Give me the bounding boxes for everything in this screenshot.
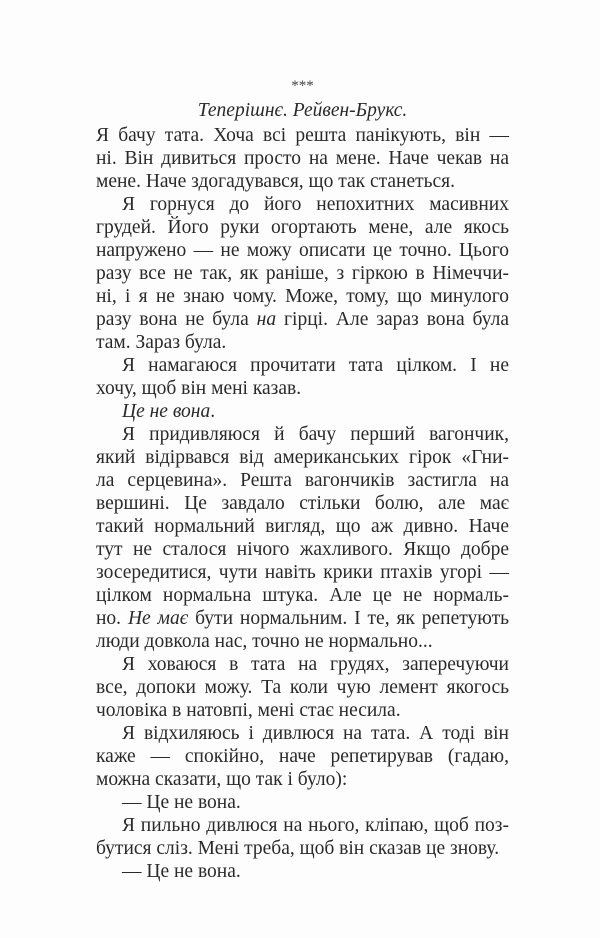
text-line bbox=[96, 446, 509, 469]
text-line bbox=[96, 331, 509, 354]
text-line bbox=[96, 722, 509, 745]
text-segment: ні. Він дивиться просто на мене. Наче чекав на bbox=[96, 148, 509, 169]
text-line bbox=[96, 308, 509, 331]
body-text bbox=[96, 124, 509, 883]
text-line bbox=[96, 676, 509, 699]
text-line bbox=[96, 515, 509, 538]
text-line bbox=[96, 216, 509, 239]
text-segment: Я ховаюся в тата на грудях, заперечуючи bbox=[122, 654, 509, 675]
text-line bbox=[96, 607, 509, 630]
text-line bbox=[96, 147, 509, 170]
text-segment: такий нормальний вигляд, що аж дивно. Наче bbox=[96, 516, 509, 537]
text-line bbox=[96, 170, 509, 193]
text-segment: — Це не вона. bbox=[122, 792, 241, 813]
section-title: Теперішнє. Рейвен-Брукс. bbox=[197, 100, 408, 121]
text-line bbox=[96, 653, 509, 676]
text-line bbox=[96, 262, 509, 285]
text-line bbox=[96, 791, 509, 814]
text-segment: Я горнуся до його непохитних масивних bbox=[122, 194, 509, 215]
book-page bbox=[96, 74, 509, 883]
text-line bbox=[96, 423, 509, 446]
text-line bbox=[96, 377, 509, 400]
text-line bbox=[96, 699, 509, 722]
text-segment: . bbox=[210, 401, 216, 422]
text-line bbox=[96, 469, 509, 492]
text-segment: бутися сліз. Мені треба, щоб він сказав це знову. bbox=[96, 838, 500, 859]
text-segment: каже — спокійно, наче репетирував (гадаю, bbox=[96, 746, 509, 767]
text-segment: зосередитися, чути навіть крики птахів угорі — bbox=[96, 562, 509, 583]
text-line bbox=[96, 814, 509, 837]
text-line bbox=[96, 354, 509, 377]
text-segment: Я пильно дивлюся на нього, кліпаю, щоб поз- bbox=[122, 815, 509, 836]
text-line bbox=[96, 124, 509, 147]
text-segment: вершині. Це завдало стільки болю, але має bbox=[96, 493, 509, 514]
text-segment: який відірвався від американських гірок «Гни- bbox=[96, 447, 509, 468]
text-segment: гірці. Але зараз вона була bbox=[276, 309, 509, 330]
text-line bbox=[96, 630, 509, 653]
text-line bbox=[96, 400, 509, 423]
text-line bbox=[96, 745, 509, 768]
text-segment: Я намагаюся прочитати тата цілком. І не bbox=[122, 355, 509, 376]
text-segment: тут не сталося нічого жахливого. Якщо добре bbox=[96, 539, 509, 560]
text-segment: чоловіка в натовпі, мені стає несила. bbox=[96, 700, 401, 721]
text-line bbox=[96, 239, 509, 262]
text-line bbox=[96, 285, 509, 308]
text-line bbox=[96, 860, 509, 883]
text-segment: Я відхиляюсь і дивлюся на тата. А тоді він bbox=[122, 723, 509, 744]
text-segment: ні, і я не знаю чому. Може, тому, що минулого bbox=[96, 286, 509, 307]
italic-text: Це не вона bbox=[122, 401, 211, 422]
text-segment: Я придивляюся й бачу перший вагончик, bbox=[122, 424, 509, 445]
text-segment: там. Зараз була. bbox=[96, 332, 227, 353]
section-separator: *** bbox=[291, 78, 314, 94]
text-line bbox=[96, 837, 509, 860]
text-segment: но. bbox=[96, 608, 128, 629]
text-line bbox=[96, 561, 509, 584]
text-line bbox=[96, 768, 509, 791]
italic-text: Не має bbox=[127, 608, 189, 629]
text-segment: разу все не так, як раніше, з гіркою в Німеччи- bbox=[96, 263, 509, 284]
text-segment: грудей. Його руки огортають мене, але якось bbox=[96, 217, 509, 238]
text-line bbox=[96, 584, 509, 607]
italic-text: на bbox=[256, 309, 277, 330]
text-segment: разу вона не була bbox=[96, 309, 257, 330]
text-segment: Я бачу тата. Хоча всі решта панікують, він — bbox=[96, 125, 509, 146]
text-segment: бути нормальним. І те, як репетують bbox=[188, 608, 509, 629]
text-segment: — Це не вона. bbox=[122, 861, 241, 882]
text-segment: цілком нормальна штука. Але це не нормаль- bbox=[96, 585, 509, 606]
text-segment: напружено — не можу описати це точно. Цього bbox=[96, 240, 509, 261]
text-line bbox=[96, 538, 509, 561]
text-segment: ла серцевина». Решта вагончиків застигла на bbox=[96, 470, 509, 491]
text-line bbox=[96, 193, 509, 216]
text-segment: хочу, щоб він мені казав. bbox=[96, 378, 302, 399]
text-segment: мене. Наче здогадувався, що так станеться. bbox=[96, 171, 456, 192]
text-segment: все, допоки можу. Та коли чую лемент якогось bbox=[96, 677, 509, 698]
text-segment: можна сказати, що так і було): bbox=[96, 769, 348, 790]
text-line bbox=[96, 492, 509, 515]
text-segment: люди довкола нас, точно не нормально... bbox=[96, 631, 433, 652]
